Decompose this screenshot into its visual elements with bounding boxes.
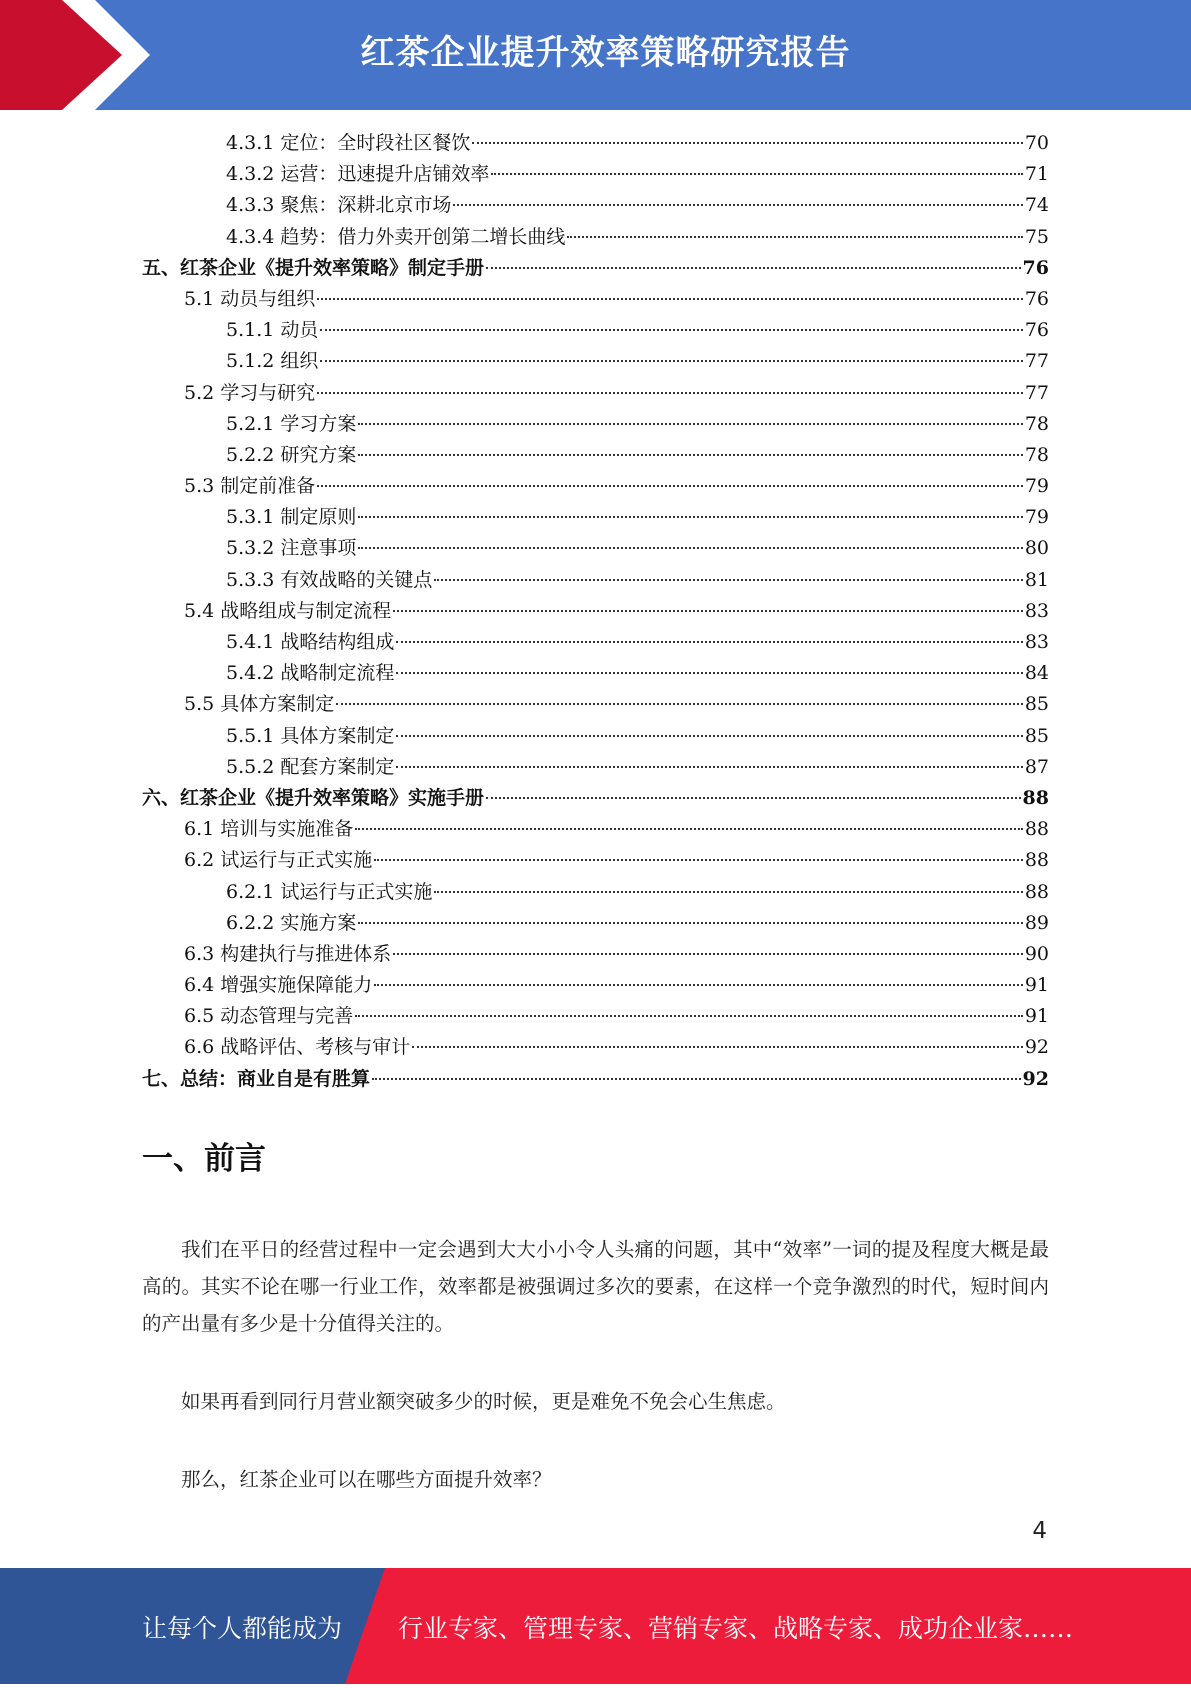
toc-entry-page: 78 (1024, 412, 1049, 435)
toc-entry[interactable] (142, 939, 1049, 970)
toc-entry[interactable] (142, 877, 1049, 908)
toc-entry-page: 76 (1022, 256, 1049, 279)
toc-entry-page: 71 (1024, 163, 1049, 186)
table-of-contents (142, 128, 1049, 1095)
toc-entry-page: 87 (1024, 755, 1049, 778)
toc-entry-page: 88 (1022, 786, 1049, 809)
toc-entry[interactable] (142, 1064, 1049, 1095)
toc-entry-label: 5.1 动员与组织 (184, 287, 316, 310)
toc-entry-label: 4.3.4 趋势：借力外卖开创第二增长曲线 (226, 225, 566, 248)
toc-dot-leader (317, 392, 1023, 394)
toc-dot-leader (358, 423, 1022, 425)
footer-slogan-right: 行业专家、管理专家、营销专家、战略专家、成功企业家…… (398, 1614, 1074, 1643)
toc-entry-page: 88 (1024, 818, 1049, 841)
toc-entry[interactable] (142, 502, 1049, 533)
toc-entry[interactable] (142, 440, 1049, 471)
toc-entry-label: 5.2.2 研究方案 (226, 443, 357, 466)
toc-entry[interactable] (142, 814, 1049, 845)
toc-entry-page: 75 (1024, 225, 1049, 248)
toc-entry-page: 91 (1024, 1005, 1049, 1028)
toc-dot-leader (434, 891, 1022, 893)
toc-entry-page: 85 (1024, 693, 1049, 716)
toc-dot-leader (453, 204, 1022, 206)
toc-entry[interactable] (142, 721, 1049, 752)
toc-entry-label: 6.3 构建执行与推进体系 (184, 942, 392, 965)
toc-entry-label: 5.5.2 配套方案制定 (226, 755, 395, 778)
toc-dot-leader (358, 516, 1022, 518)
toc-entry[interactable] (142, 689, 1049, 720)
toc-dot-leader (396, 766, 1022, 768)
toc-entry[interactable] (142, 1001, 1049, 1032)
toc-dot-leader (358, 547, 1022, 549)
toc-dot-leader (567, 236, 1022, 238)
toc-entry-label: 5.4 战略组成与制定流程 (184, 599, 392, 622)
toc-entry-page: 85 (1024, 724, 1049, 747)
toc-entry[interactable] (142, 970, 1049, 1001)
section-title: 一、前言 (142, 1141, 266, 1177)
paragraph-3: 那么，红茶企业可以在哪些方面提升效率？ (181, 1468, 552, 1491)
toc-entry[interactable] (142, 565, 1049, 596)
toc-entry-label: 6.2.2 实施方案 (226, 911, 357, 934)
toc-entry-label: 5.1.1 动员 (226, 319, 319, 342)
toc-dot-leader (358, 454, 1022, 456)
toc-entry-label: 6.2 试运行与正式实施 (184, 849, 373, 872)
toc-entry-label: 6.1 培训与实施准备 (184, 818, 354, 841)
toc-entry-label: 6.2.1 试运行与正式实施 (226, 880, 433, 903)
toc-entry[interactable] (142, 378, 1049, 409)
toc-entry-label: 4.3.3 聚焦：深耕北京市场 (226, 194, 452, 217)
toc-entry[interactable] (142, 159, 1049, 190)
toc-entry-label: 5.5.1 具体方案制定 (226, 724, 395, 747)
toc-dot-leader (374, 859, 1023, 861)
header-band (0, 0, 1191, 110)
toc-entry-page: 92 (1024, 1036, 1049, 1059)
footer-band (0, 1568, 1191, 1684)
toc-dot-leader (396, 672, 1022, 674)
toc-entry[interactable] (142, 315, 1049, 346)
toc-dot-leader (486, 797, 1021, 799)
toc-entry-label: 5.4.1 战略结构组成 (226, 631, 395, 653)
toc-entry-label: 5.3.3 有效战略的关键点 (226, 568, 433, 591)
toc-dot-leader (486, 267, 1021, 269)
toc-entry-page: 83 (1024, 599, 1049, 622)
toc-dot-leader (412, 1046, 1023, 1048)
toc-entry[interactable] (142, 222, 1049, 253)
toc-entry-page: 77 (1024, 381, 1049, 404)
paragraph-2: 如果再看到同行月营业额突破多少的时候，更是难免不免会心生焦虑。 (181, 1390, 786, 1413)
toc-entry[interactable] (142, 346, 1049, 377)
toc-entry-label: 6.4 增强实施保障能力 (184, 974, 373, 997)
toc-dot-leader (396, 641, 1022, 643)
toc-entry-label: 五、红茶企业《提升效率策略》制定手册 (142, 256, 485, 279)
toc-entry-page: 92 (1022, 1067, 1049, 1090)
toc-entry-page: 83 (1024, 631, 1049, 653)
toc-entry-page: 79 (1024, 506, 1049, 529)
toc-dot-leader (472, 142, 1022, 144)
toc-entry-page: 76 (1024, 319, 1049, 342)
toc-dot-leader (317, 298, 1023, 300)
toc-entry-page: 74 (1024, 194, 1049, 217)
toc-entry-label: 5.3.1 制定原则 (226, 506, 357, 529)
toc-entry-page: 80 (1024, 537, 1049, 560)
toc-entry-label: 5.1.2 组织 (226, 350, 319, 373)
toc-dot-leader (393, 953, 1023, 955)
toc-entry-page: 88 (1024, 849, 1049, 872)
toc-dot-leader (317, 485, 1023, 487)
toc-entry-page: 81 (1024, 568, 1049, 591)
toc-entry[interactable] (142, 533, 1049, 564)
toc-entry-label: 六、红茶企业《提升效率策略》实施手册 (142, 786, 485, 809)
toc-entry-page: 84 (1024, 662, 1049, 685)
page-number: 4 (1032, 1518, 1047, 1544)
toc-entry-label: 5.3 制定前准备 (184, 475, 316, 498)
toc-entry-label: 6.5 动态管理与完善 (184, 1005, 354, 1028)
toc-dot-leader (434, 579, 1022, 581)
toc-entry[interactable] (142, 627, 1049, 658)
toc-entry-label: 七、总结：商业自是有胜算 (142, 1067, 371, 1090)
toc-dot-leader (320, 360, 1022, 362)
toc-entry[interactable] (142, 908, 1049, 939)
toc-dot-leader (358, 922, 1022, 924)
toc-entry-page: 70 (1024, 132, 1049, 154)
toc-entry-label: 5.3.2 注意事项 (226, 537, 357, 560)
toc-entry[interactable] (142, 409, 1049, 440)
toc-entry[interactable] (142, 1032, 1049, 1063)
toc-entry-page: 91 (1024, 974, 1049, 997)
toc-dot-leader (355, 828, 1023, 830)
toc-entry-label: 5.2 学习与研究 (184, 381, 316, 404)
toc-entry-label: 5.2.1 学习方案 (226, 412, 357, 435)
toc-entry[interactable] (142, 128, 1049, 159)
toc-entry-label: 4.3.1 定位：全时段社区餐饮 (226, 132, 471, 154)
toc-entry-page: 90 (1024, 942, 1049, 965)
toc-dot-leader (336, 703, 1023, 705)
toc-dot-leader (320, 329, 1022, 331)
toc-dot-leader (372, 1078, 1021, 1080)
toc-entry[interactable] (142, 845, 1049, 876)
toc-entry[interactable] (142, 253, 1049, 284)
toc-entry-page: 77 (1024, 350, 1049, 373)
toc-entry-label: 5.4.2 战略制定流程 (226, 662, 395, 685)
toc-entry[interactable] (142, 471, 1049, 502)
toc-dot-leader (491, 173, 1022, 175)
toc-entry[interactable] (142, 596, 1049, 627)
report-title: 红茶企业提升效率策略研究报告 (360, 33, 851, 73)
toc-entry-page: 78 (1024, 443, 1049, 466)
toc-entry-label: 5.5 具体方案制定 (184, 693, 335, 716)
footer-slogan-left: 让每个人都能成为 (142, 1614, 343, 1643)
toc-entry-page: 79 (1024, 475, 1049, 498)
toc-dot-leader (374, 984, 1023, 986)
toc-dot-leader (355, 1015, 1023, 1017)
toc-entry[interactable] (142, 752, 1049, 783)
toc-entry-page: 89 (1024, 911, 1049, 934)
toc-entry-label: 6.6 战略评估、考核与审计 (184, 1036, 411, 1059)
paragraph-1: 我们在平日的经营过程中一定会遇到大大小小令人头痛的问题，其中“效率”一词的提及程度大概是最高的。其实不论在哪一行业工作，效率都是被强调过多次的要素，在这样一个竞争激烈的时代，短时间内的产出量有多少是十分值得关注的。 (142, 1238, 1049, 1335)
toc-entry[interactable] (142, 190, 1049, 221)
toc-dot-leader (396, 735, 1022, 737)
toc-entry[interactable] (142, 783, 1049, 814)
toc-entry-page: 76 (1024, 287, 1049, 310)
toc-entry-label: 4.3.2 运营：迅速提升店铺效率 (226, 163, 490, 186)
toc-entry[interactable] (142, 284, 1049, 315)
toc-dot-leader (393, 610, 1023, 612)
toc-entry-page: 88 (1024, 880, 1049, 903)
toc-entry[interactable] (142, 658, 1049, 689)
